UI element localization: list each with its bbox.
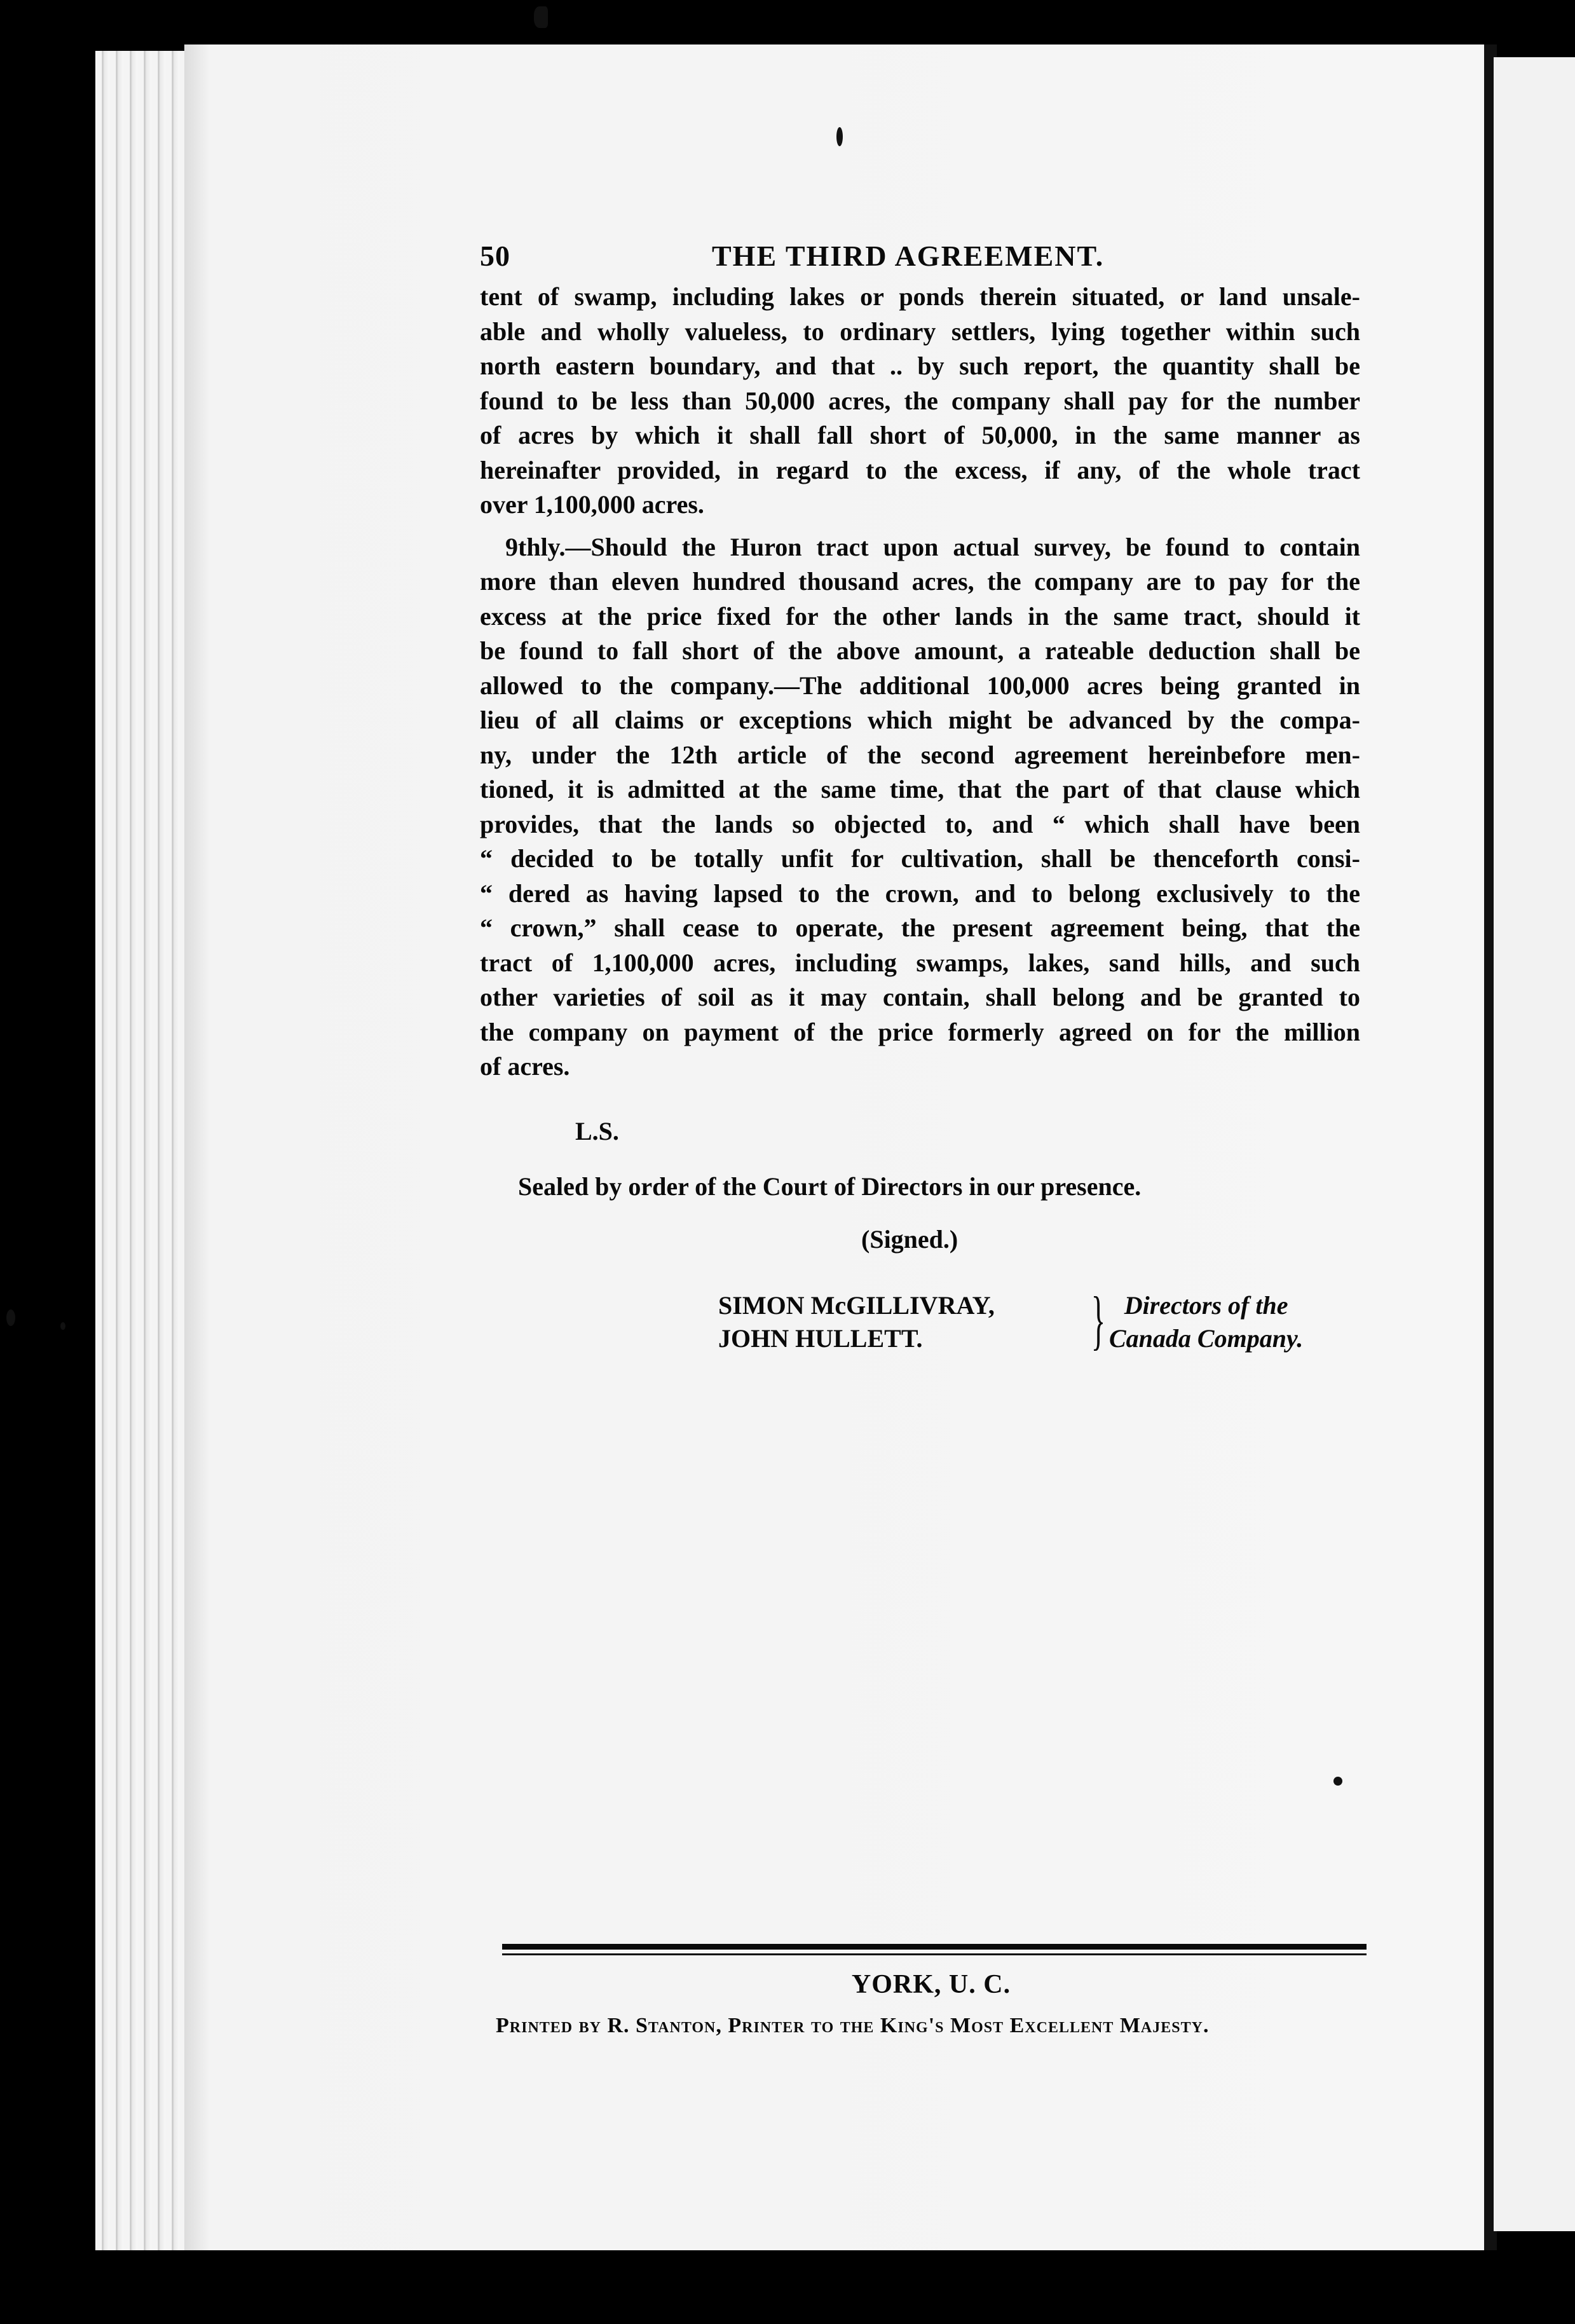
text-line: lieu of all claims or exceptions which might be advanced by the compa- [480,706,1360,734]
text-line: allowed to the company.—The additional 100,000 acres being granted in [480,671,1360,700]
signatory-name: SIMON McGILLIVRAY, [718,1290,995,1320]
paragraph-continuation [480,280,1360,523]
text-line: of acres. [480,1052,570,1081]
text-line: tract of 1,100,000 acres, including swamps, lakes, sand hills, and such [480,948,1360,977]
text-line: “ dered as having lapsed to the crown, and to belong exclusively to the [480,878,1360,908]
text-line: tioned, it is admitted at the same time, that the part of that clause which [480,775,1360,803]
text-line: able and wholly valueless, to ordinary settlers, lying together within such [480,317,1360,346]
signatory-role [1109,1289,1303,1355]
paragraph-ninthly [480,530,1360,1084]
text-line: 9thly.—Should the Huron tract upon actual survey, be found to contain [505,532,1360,561]
text-line: be found to fall short of the above amount, a rateable deduction shall be [480,636,1360,665]
brace-glyph: } [1091,1283,1106,1357]
running-title: THE THIRD AGREEMENT. [712,240,1105,272]
text-line: “ decided to be totally unfit for cultivation, shall be thenceforth consi- [480,844,1360,873]
text-line: tent of swamp, including lakes or ponds therein situated, or land unsale- [480,282,1360,311]
text-line: “ crown,” shall cease to operate, the present agreement being, that the [480,913,1360,942]
text-line: found to be less than 50,000 acres, the company shall pay for the number [480,386,1360,415]
role-line: Canada Company. [1109,1323,1304,1353]
double-rule-thick [502,1944,1367,1950]
text-line: over 1,100,000 acres. [480,490,704,519]
scan-speck [534,6,548,28]
page-header [480,235,1360,280]
scan-speck [836,127,843,146]
signed-label: (Signed.) [861,1224,958,1254]
imprint-place: YORK, U. C. [851,1970,1011,1999]
printer-line: Printed by R. Stanton, Printer to the King's Most Excellent Majesty. [496,2014,1210,2037]
scan-speck [6,1309,15,1326]
text-line: north eastern boundary, and that .. by such report, the quantity shall be [480,352,1360,380]
scan-speck [1333,1777,1342,1786]
text-line: other varieties of soil as it may contain, shall belong and be granted to [480,983,1360,1011]
role-line: Directors of the [1124,1290,1288,1320]
seal-mark: L.S. [575,1116,619,1145]
imprint-footer [496,1944,1367,2038]
text-line: provides, that the lands so objected to, and “ which shall have been [480,809,1360,838]
sealed-statement: Sealed by order of the Court of Directors in our presence. [518,1172,1142,1201]
text-line: the company on payment of the price formerly agreed on for the million [480,1017,1360,1046]
signatory-name: JOHN HULLETT. [718,1323,923,1353]
text-line: hereinafter provided, in regard to the excess, if any, of the whole tract [480,455,1360,484]
signatory-names [718,1289,995,1355]
page-number: 50 [480,240,510,272]
text-line: of acres by which it shall fall short of 50,000, in the same manner as [480,421,1360,449]
text-line: more than eleven hundred thousand acres, the company are to pay for the [480,567,1360,596]
signature-block [480,1283,1360,1372]
page-stack-edges [95,51,184,2250]
double-rule-thin [502,1953,1367,1955]
scan-speck [60,1322,65,1330]
facing-page-edge [1494,57,1575,2231]
document-body [480,235,1360,1372]
text-line: ny, under the 12th article of the second agreement hereinbefore men- [480,740,1360,769]
text-line: excess at the price fixed for the other lands in the same tract, should it [480,601,1360,631]
